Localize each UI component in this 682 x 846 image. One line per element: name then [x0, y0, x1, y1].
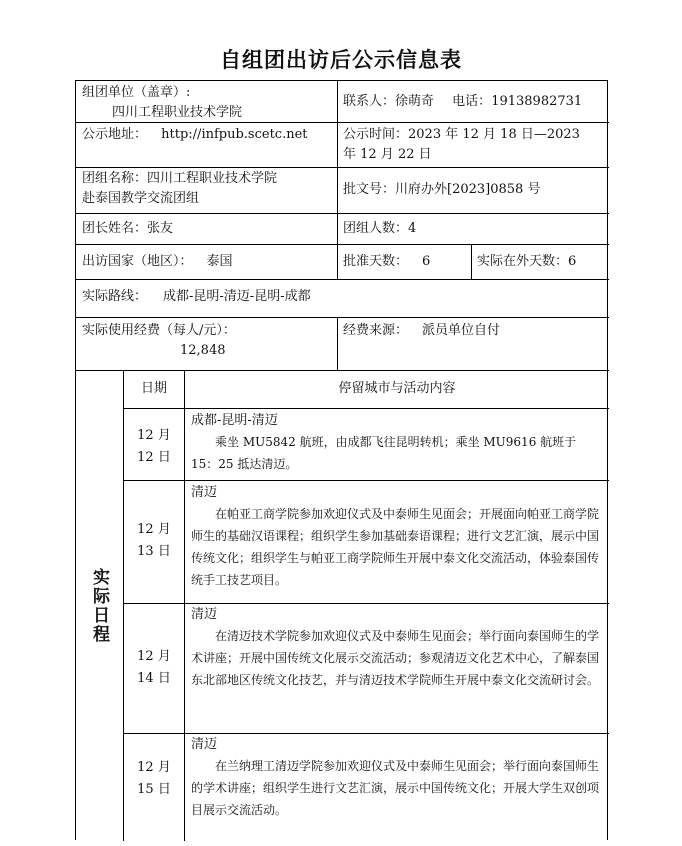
phone-label: 电话：	[452, 94, 492, 109]
row-divider	[76, 244, 609, 245]
expense-value: 12,848	[180, 343, 226, 358]
schedule-desc: 在兰纳理工清迈学院参加欢迎仪式及中泰师生见面会；举行面向泰国师生的学术讲座；组织学生进行文艺汇演，展示中国传统文化；开展大学生双创项目展示交流活动。	[191, 759, 600, 817]
group-name-label: 团组名称：	[82, 171, 148, 186]
expense-cell	[82, 321, 332, 361]
approval-value: 川府办外[2023]0858 号	[395, 182, 541, 197]
leader-label: 团长姓名：	[82, 221, 148, 236]
schedule-content	[191, 483, 603, 591]
actual-days-label: 实际在外天数：	[477, 254, 569, 269]
schedule-city: 清迈	[191, 737, 218, 752]
address-link[interactable]: http://infpub.scetc.net	[161, 127, 308, 142]
route-cell	[82, 287, 602, 307]
approval-cell	[343, 180, 607, 200]
fund-source-cell	[343, 321, 607, 341]
country-label: 出访国家（地区）：	[82, 254, 193, 269]
org-cell	[82, 83, 332, 123]
col-divider	[184, 370, 185, 841]
schedule-content	[191, 735, 603, 821]
route-value: 成都-昆明-清迈-昆明-成都	[163, 289, 311, 304]
notice-time-label: 公示时间：	[343, 127, 409, 142]
schedule-date: 12 月 14 日	[137, 649, 171, 686]
members-cell	[343, 219, 607, 239]
content-header: 停留城市与活动内容	[338, 381, 456, 396]
members-value: 4	[408, 221, 417, 236]
page-title: 自组团出访后公示信息表	[220, 47, 462, 72]
notice-time-cell	[343, 125, 607, 165]
country-value: 泰国	[206, 254, 233, 269]
org-value: 四川工程职业技术学院	[112, 105, 243, 120]
col-divider	[471, 244, 472, 279]
info-table	[75, 80, 608, 840]
row-divider	[123, 733, 609, 734]
route-label: 实际路线：	[82, 289, 148, 304]
approved-days-label: 批准天数：	[343, 254, 409, 269]
contact-name: 徐萌奇	[395, 94, 435, 109]
phone-value: 19138982731	[491, 94, 583, 109]
col-divider	[337, 81, 338, 244]
leader-value: 张友	[147, 221, 174, 236]
schedule-city: 清迈	[191, 607, 218, 622]
expense-label: 实际使用经费（每人/元）：	[82, 323, 236, 338]
leader-cell	[82, 219, 332, 239]
row-divider	[76, 370, 609, 371]
contact-cell	[343, 92, 607, 112]
schedule-city: 成都-昆明-清迈	[191, 413, 278, 428]
actual-days-value: 6	[568, 254, 577, 269]
col-divider	[337, 317, 338, 370]
schedule-desc: 乘坐 MU5842 航班，由成都飞往昆明转机；乘坐 MU9616 航班于 15：25 抵达清迈。	[191, 435, 577, 471]
address-label: 公示地址：	[82, 127, 148, 142]
schedule-desc: 在清迈技术学院参加欢迎仪式及中泰师生见面会；举行面向泰国师生的学术讲座；开展中国传统文化展示交流活动；参观清迈文化艺术中心，了解泰国东北部地区传统文化技艺，并与清迈技术学院师生开展中泰文化交流研讨会。	[191, 629, 600, 687]
schedule-content	[191, 605, 603, 691]
row-divider	[76, 213, 609, 214]
country-cell	[82, 252, 332, 272]
row-divider	[76, 167, 609, 168]
members-label: 团组人数：	[343, 221, 409, 236]
approval-label: 批文号：	[343, 182, 396, 197]
address-cell	[82, 125, 332, 145]
group-name-line2: 赴泰国教学交流团组	[82, 191, 200, 206]
col-divider	[337, 244, 338, 279]
approved-days-value: 6	[422, 254, 431, 269]
date-header: 日期	[140, 381, 167, 396]
org-label: 组团单位（盖章）:	[82, 85, 191, 100]
fund-source-value: 派员单位自付	[422, 323, 501, 338]
schedule-city: 清迈	[191, 485, 218, 500]
group-name-cell	[82, 169, 334, 209]
schedule-date: 12 月 13 日	[137, 522, 171, 559]
row-divider	[123, 408, 609, 409]
schedule-date: 12 月 15 日	[137, 760, 171, 797]
schedule-desc: 在帕亚工商学院参加欢迎仪式及中泰师生见面会；开展面向帕亚工商学院师生的基础汉语课程；组织学生参加基础泰语课程；进行文艺汇演，展示中国传统文化；组织学生与帕亚工商学院师生开展中泰文化交流活动，体验泰国传统手工技艺项目。	[191, 507, 600, 587]
schedule-content	[191, 411, 603, 475]
schedule-side-label: 实际日程	[89, 568, 109, 644]
contact-label: 联系人：	[343, 94, 396, 109]
actual-days-cell	[477, 252, 609, 272]
schedule-date: 12 月 12 日	[137, 428, 171, 465]
group-name-line1: 四川工程职业技术学院	[147, 171, 278, 186]
row-divider	[76, 317, 609, 318]
row-divider	[123, 480, 609, 481]
row-divider	[76, 279, 609, 280]
approved-days-cell	[343, 252, 469, 272]
notice-time-line2: 年 12 月 22 日	[343, 147, 432, 162]
notice-time-line1: 2023 年 12 月 18 日—2023	[408, 127, 580, 142]
fund-source-label: 经费来源：	[343, 323, 409, 338]
row-divider	[123, 603, 609, 604]
